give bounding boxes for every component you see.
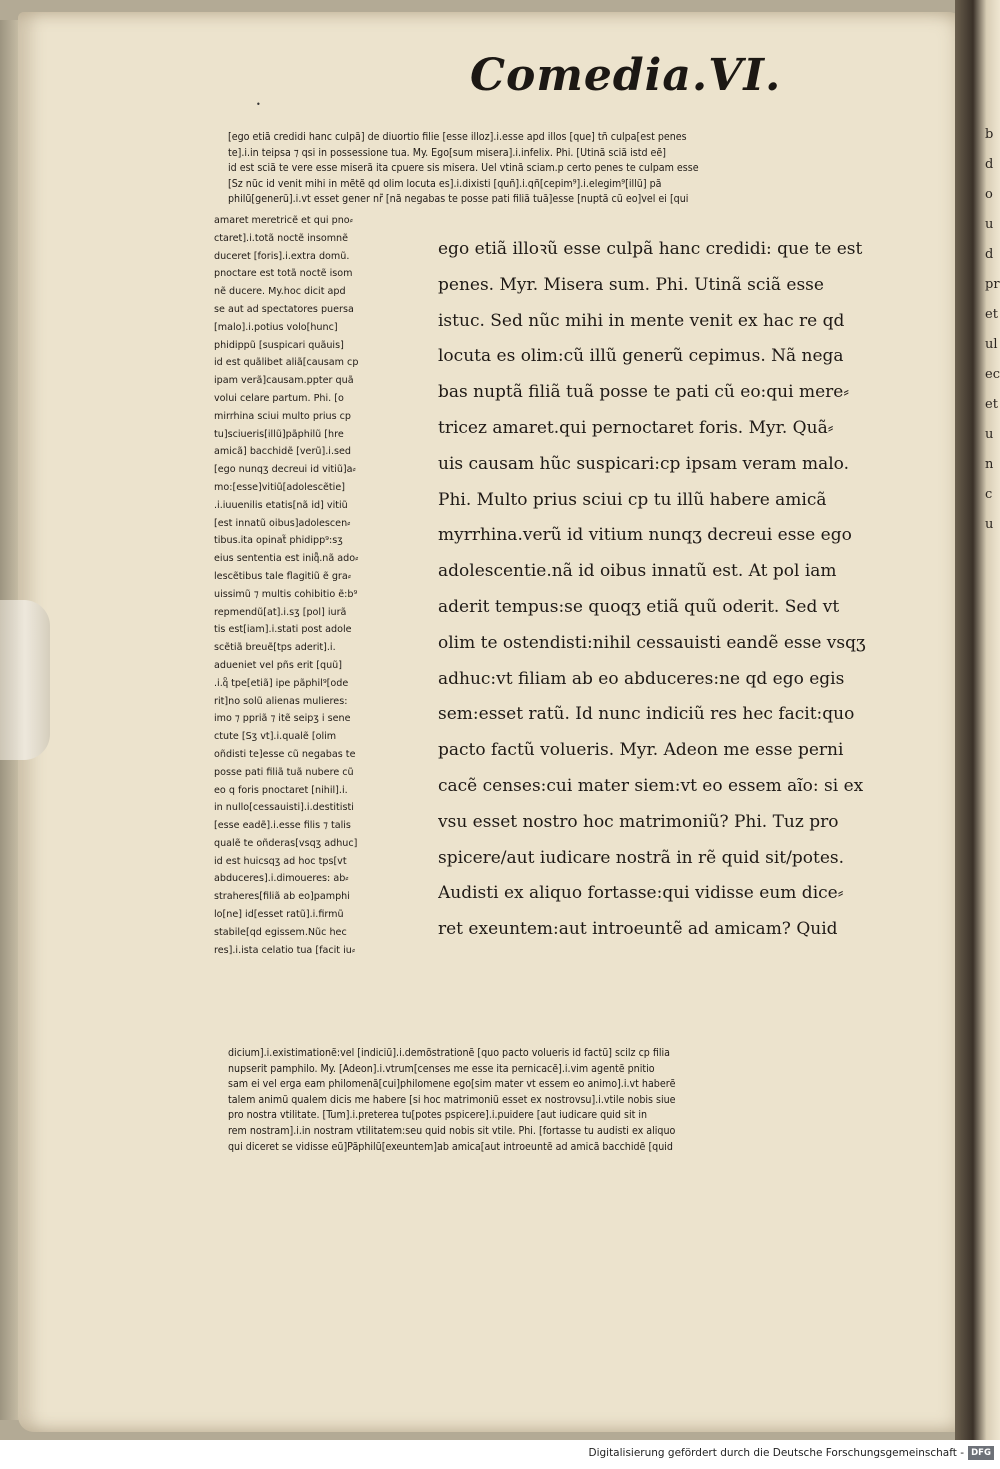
main-text-line: tricez amaret.qui pernoctaret foris. Myr. Quã⸗ [438,417,834,438]
commentary-top [228,130,908,208]
gloss-line: volui celare partum. Phi. [o [214,392,344,404]
gloss-line: amaret meretricẽ et qui pno⸗ [214,215,353,226]
gloss-line: uissimũ ⁊ multis cohibitio ẽ:b⁹ [214,588,358,600]
commentary-line: dicium].i.existimationẽ:vel [indiciũ].i.demõstrationẽ [quo pacto volueris id factũ] scilz cp filia [228,1047,671,1059]
gloss-line: amicã] bacchidẽ [verũ].i.sed [214,446,351,458]
gloss-line: tu]sciueris[illũ]pãphilũ [hre [214,428,344,440]
gloss-line: se aut ad spectatores puersa [214,303,354,315]
gloss-line: .i.iuuenilis etatis[nã id] vitiũ [214,499,348,511]
gloss-line: ctute [Sʒ vt].i.qualẽ [olim [214,731,337,743]
main-text-line: adhuc:vt filiam ab eo abduceres:ne qd ego egis [438,668,845,689]
gloss-line: stabile[qd egissem.Nũc hec [214,926,347,938]
gloss-line: mo:[esse]vitiũ[adolescẽtie] [214,481,345,493]
main-text-line: spicere/aut iudicare nostrã in rẽ quid sit/potes. [438,847,845,868]
main-text-line: bas nuptã filiã tuã posse te pati cũ eo:qui mere⸗ [438,382,849,403]
commentary-line: talem animũ qualem dicis me habere [si hoc matrimoniũ esset ex nostrovsu].i.vtile nobis siue [228,1093,676,1106]
main-text-line: myrrhina.verũ id vitium nunqʒ decreui esse ego [438,525,852,546]
gloss-line: straheres[filiã ab eo]pamphi [214,891,350,903]
gloss-line: eo q foris pnoctaret [nihil].i. [214,784,348,796]
commentary-bottom [228,1046,888,1155]
gloss-line: [est innatũ oibus]adolescen⸗ [214,517,351,529]
commentary-line: pro nostra vtilitate. [Tum].i.preterea tu[potes pspicere].i.puidere [aut iudicare quid sit in [228,1109,648,1122]
main-text-line: vsu esset nostro hoc matrimoniũ? Phi. Tuz pro [438,811,839,832]
main-text-line: olim te ostendisti:nihil cessauisti eandẽ esse vsqʒ [438,632,866,653]
main-text-line: ego etiã illoꝛũ esse culpã hanc credidi: que te est [438,239,863,259]
main-text-line: locuta es olim:cũ illũ generũ cepimus. Nã nega [438,346,844,367]
commentary-line: rem nostram].i.in nostram vtilitatem:seu quid nobis sit vtile. Phi. [fortasse tu audisti ex aliquo [228,1124,676,1137]
gloss-line: repmendũ[at].i.sʒ [pol] iurã [214,606,347,618]
gloss-line: imo ⁊ ppriã ⁊ itẽ seipʒ i sene [214,713,351,725]
gloss-line: in nullo[cessauisti].i.destitisti [214,802,354,814]
page-clip-marker [0,600,50,760]
gloss-line: id est huicsqʒ ad hoc tps[vt [214,855,347,867]
gloss-line: phidippũ [suspicari quãuis] [214,339,344,351]
gloss-line: tis est[iam].i.stati post adole [214,624,352,636]
commentary-line: [ego etiã credidi hanc culpã] de diuortio filie [esse illoz].i.esse apd illos [que] tñ culpa[est penes [228,131,687,143]
main-text-line: pacto factũ volueris. Myr. Adeon me esse perni [438,740,844,761]
main-text-line: istuc. Sed nũc mihi in mente venit ex hac re qd [438,310,845,331]
gloss-line: mirrhina sciui multo prius cp [214,410,352,422]
gloss-line: [ego nunqʒ decreui id vitiũ]a⸗ [214,464,356,476]
main-text-line: aderit tempus:se quoqʒ etiã quũ oderit. Sed vt [438,596,840,617]
gloss-line: pnoctare est totã noctẽ isom [214,268,353,280]
next-page-fragment: bdoudpretulecetuncu [985,127,1000,532]
gloss-line: rit]no solũ alienas mulieres: [214,695,348,707]
main-text-line: sem:esset ratũ. Id nunc indiciũ res hec facit:quo [438,704,855,725]
gloss-line: duceret [foris].i.extra domũ. [214,250,350,262]
gloss-line: scẽtiã breuẽ[tps aderit].i. [214,642,336,654]
commentary-line: philũ[generũ].i.vt esset gener nr̃ [nã negabas te posse pati filiã tuã]esse [nuptã cũ eo]vel ei [qui [228,193,689,206]
main-text-line: Audisti ex aliquo fortasse:qui vidisse eum dice⸗ [438,883,844,904]
gloss-line: ctaret].i.totã noctẽ insomnẽ [214,232,349,244]
gloss-line: adueniet vel pñs erit [quũ] [214,659,342,671]
gloss-line: eius sententia est iniqͣ.nã ado⸗ [214,553,359,565]
page-title: Comedia.VI. [470,50,782,101]
commentary-line: nupserit pamphilo. My. [Adeon].i.vtrum[censes me esse ita pernicacẽ].i.vim agentẽ pnitio [228,1062,655,1075]
commentary-line: qui diceret se vidisse eũ]Pãphilũ[exeuntem]ab amica[aut introeuntẽ ad amicã bacchidẽ [quid [228,1140,673,1153]
gloss-line: [esse eadẽ].i.esse filis ⁊ talis [214,820,351,832]
gloss-line: abduceres].i.dimoueres: ab⸗ [214,873,349,885]
commentary-line: sam ei vel erga eam philomenã[cui]philomene ego[sim mater vt essem eo animo].i.vt haberẽ [228,1078,676,1091]
commentary-line: te].i.in teipsa ⁊ qsi in possessione tua. My. Ego[sum misera].i.infelix. Phi. [Utinã sciã istd eẽ] [228,146,666,159]
main-text-line: adolescentie.nã id oibus innatũ est. At pol iam [438,561,837,582]
gloss-line: oñdisti te]esse cũ negabas te [214,748,356,760]
side-gloss [214,212,440,959]
gloss-line: qualẽ te oñderas[vsqʒ adhuc] [214,837,358,849]
footer-bar [0,1440,1000,1469]
ornament-mark: • [256,100,261,109]
main-text-line: cacẽ censes:cui mater siem:vt eo essem aĩo: si ex [438,775,864,796]
gloss-line: posse pati filiã tuã nubere cũ [214,766,354,778]
gloss-line: [malo].i.potius volo[hunc] [214,321,338,333]
gloss-line: id est quãlibet aliã[causam cp [214,357,359,369]
main-text-line: Phi. Multo prius sciui cp tu illũ habere amicã [438,489,827,510]
footer-credit: Digitalisierung gefördert durch die Deutsche Forschungsgemeinschaft - [588,1447,964,1459]
gloss-line: lo[ne] id[esset ratũ].i.firmũ [214,909,344,921]
gloss-line: lescẽtibus tale flagitiũ ẽ gra⸗ [214,570,351,582]
dfg-logo-icon: DFG [968,1446,994,1460]
gloss-line: tibus.ita opinat̃ phidipp⁹:sʒ [214,535,343,547]
main-text-line: ret exeuntem:aut introeuntẽ ad amicam? Quid [438,919,838,940]
main-text-line: penes. Myr. Misera sum. Phi. Utinã sciã esse [438,274,824,295]
gloss-line: nẽ ducere. My.hoc dicit apd [214,286,346,298]
main-text-line: uis causam hũc suspicari:cp ipsam veram malo. [438,453,849,474]
commentary-line: [Sz nũc id venit mihi in mẽtẽ qd olim locuta es].i.dixisti [quñ].i.qñ[cepim⁹].i.elegim⁹[illũ] pã [228,177,662,190]
gloss-line: .i.qͦ tpe[etiã] ipe pãphil⁹[ode [214,677,349,689]
main-text [438,232,908,948]
commentary-line: id est sciã te vere esse miserã ita cpuere sis misera. Uel vtinã sciam.p certo penes te culpam esse [228,162,699,175]
gloss-line: res].i.ista celatio tua [facit iu⸗ [214,944,356,956]
gloss-line: ipam verã]causam.ppter quã [214,375,354,387]
